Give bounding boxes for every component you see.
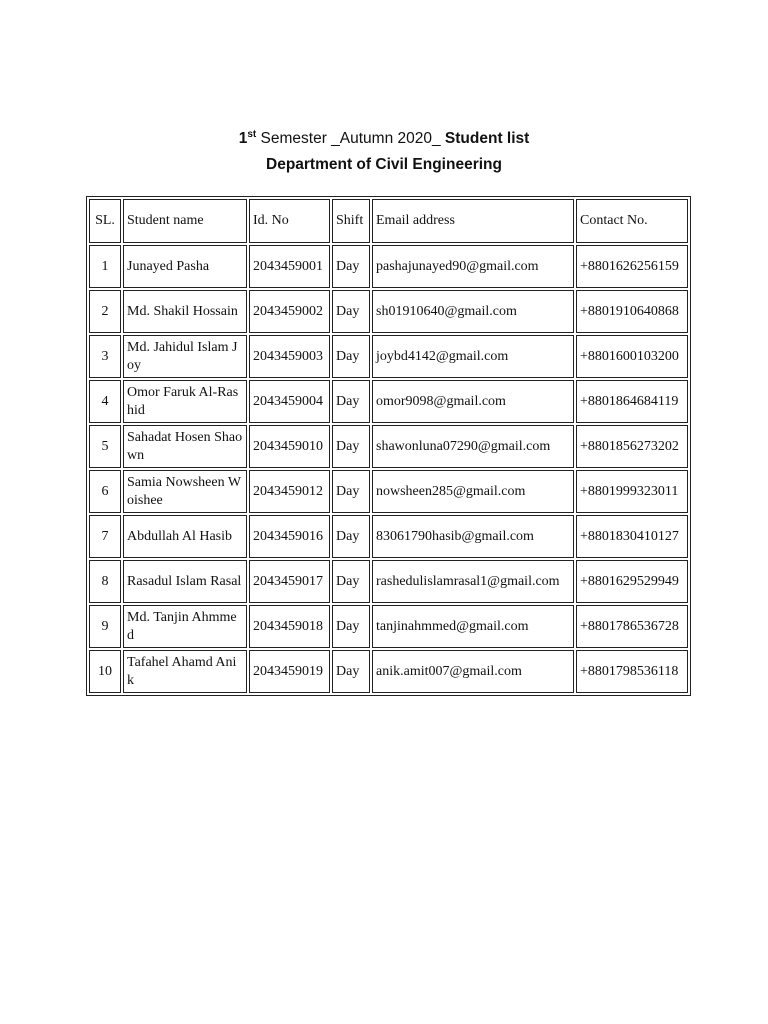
header-shift: Shift: [332, 199, 370, 243]
header-contact-no: Contact No.: [576, 199, 688, 243]
table-row: [89, 380, 688, 423]
table-row: [89, 470, 688, 513]
cell-id-no: 2043459017: [249, 560, 330, 603]
cell-email: sh01910640@gmail.com: [372, 290, 574, 333]
cell-email: joybd4142@gmail.com: [372, 335, 574, 378]
table-row: [89, 515, 688, 558]
cell-email: omor9098@gmail.com: [372, 380, 574, 423]
document-heading: [0, 126, 768, 178]
table-row: [89, 605, 688, 648]
cell-shift: Day: [332, 560, 370, 603]
heading-ordinal-suffix: st: [247, 128, 257, 140]
cell-shift: Day: [332, 605, 370, 648]
cell-email: pashajunayed90@gmail.com: [372, 245, 574, 288]
cell-id-no: 2043459002: [249, 290, 330, 333]
table-row: [89, 335, 688, 378]
cell-contact: +8801830410127: [576, 515, 688, 558]
cell-student-name: Md. Jahidul Islam Joy: [123, 335, 247, 378]
cell-sl: 1: [89, 245, 121, 288]
heading-line-1: [0, 126, 768, 152]
header-sl: SL.: [89, 199, 121, 243]
cell-sl: 8: [89, 560, 121, 603]
cell-id-no: 2043459018: [249, 605, 330, 648]
cell-contact: +8801856273202: [576, 425, 688, 468]
header-student-name: Student name: [123, 199, 247, 243]
cell-sl: 4: [89, 380, 121, 423]
cell-id-no: 2043459001: [249, 245, 330, 288]
cell-student-name: Sahadat Hosen Shaown: [123, 425, 247, 468]
table-row: [89, 245, 688, 288]
table-row: [89, 560, 688, 603]
cell-id-no: 2043459012: [249, 470, 330, 513]
heading-student-list: Student list: [444, 130, 530, 147]
cell-email: shawonluna07290@gmail.com: [372, 425, 574, 468]
heading-semester: Semester _Autumn 2020_: [256, 130, 445, 147]
cell-id-no: 2043459010: [249, 425, 330, 468]
cell-id-no: 2043459016: [249, 515, 330, 558]
cell-contact: +8801999323011: [576, 470, 688, 513]
cell-contact: +8801910640868: [576, 290, 688, 333]
heading-ordinal: 1: [238, 130, 248, 147]
cell-shift: Day: [332, 335, 370, 378]
cell-shift: Day: [332, 650, 370, 693]
cell-email: rashedulislamrasal1@gmail.com: [372, 560, 574, 603]
heading-department: Department of Civil Engineering: [266, 156, 502, 173]
cell-id-no: 2043459019: [249, 650, 330, 693]
cell-sl: 2: [89, 290, 121, 333]
table-row: [89, 290, 688, 333]
cell-contact: +8801626256159: [576, 245, 688, 288]
cell-contact: +8801864684119: [576, 380, 688, 423]
cell-sl: 7: [89, 515, 121, 558]
student-table-body: [89, 199, 688, 693]
header-email-address: Email address: [372, 199, 574, 243]
cell-sl: 3: [89, 335, 121, 378]
table-row: [89, 650, 688, 693]
cell-shift: Day: [332, 380, 370, 423]
cell-shift: Day: [332, 245, 370, 288]
cell-email: tanjinahmmed@gmail.com: [372, 605, 574, 648]
cell-email: nowsheen285@gmail.com: [372, 470, 574, 513]
cell-contact: +8801798536118: [576, 650, 688, 693]
student-table: [86, 196, 691, 696]
cell-student-name: Omor Faruk Al-Rashid: [123, 380, 247, 423]
cell-shift: Day: [332, 515, 370, 558]
cell-sl: 5: [89, 425, 121, 468]
cell-id-no: 2043459003: [249, 335, 330, 378]
cell-student-name: Rasadul Islam Rasal: [123, 560, 247, 603]
cell-student-name: Junayed Pasha: [123, 245, 247, 288]
cell-shift: Day: [332, 470, 370, 513]
header-id-no: Id. No: [249, 199, 330, 243]
cell-student-name: Tafahel Ahamd Anik: [123, 650, 247, 693]
cell-shift: Day: [332, 290, 370, 333]
cell-email: anik.amit007@gmail.com: [372, 650, 574, 693]
cell-contact: +8801629529949: [576, 560, 688, 603]
cell-contact: +8801600103200: [576, 335, 688, 378]
cell-student-name: Md. Tanjin Ahmmed: [123, 605, 247, 648]
table-header-row: [89, 199, 688, 243]
cell-shift: Day: [332, 425, 370, 468]
cell-student-name: Abdullah Al Hasib: [123, 515, 247, 558]
cell-sl: 10: [89, 650, 121, 693]
cell-sl: 6: [89, 470, 121, 513]
cell-student-name: Samia Nowsheen Woishee: [123, 470, 247, 513]
cell-email: 83061790hasib@gmail.com: [372, 515, 574, 558]
table-row: [89, 425, 688, 468]
cell-contact: +8801786536728: [576, 605, 688, 648]
cell-sl: 9: [89, 605, 121, 648]
cell-student-name: Md. Shakil Hossain: [123, 290, 247, 333]
cell-id-no: 2043459004: [249, 380, 330, 423]
